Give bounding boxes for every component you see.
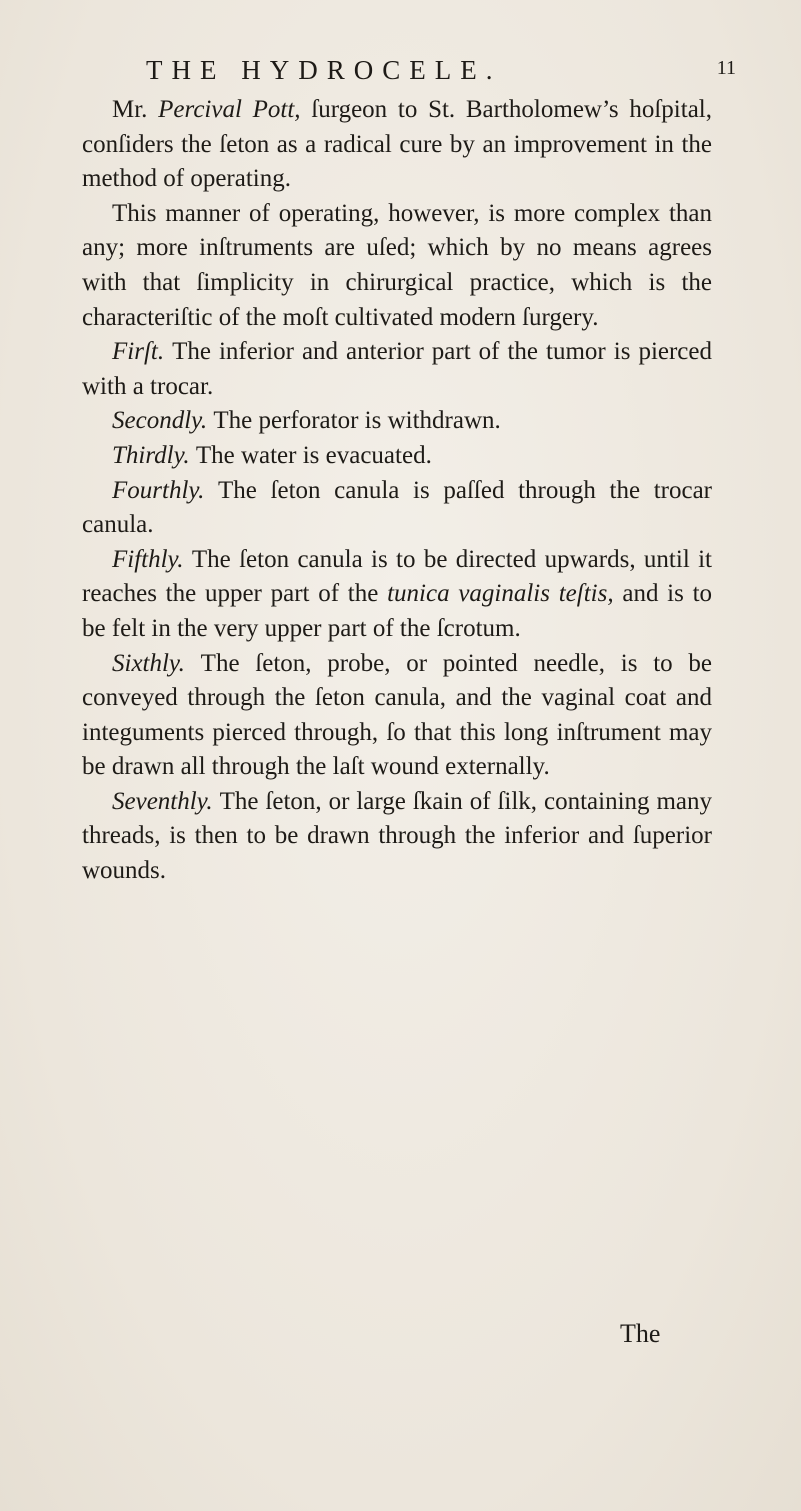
running-title: THE HYDROCELE.	[146, 55, 502, 85]
page-header	[96, 55, 736, 89]
step-text: The ſeton canula is to be directed upwards, until it reaches the upper part of the	[82, 545, 713, 608]
step-text: The inferior and anterior part of the tumor is pierced with a trocar.	[82, 338, 712, 400]
catchword: The	[620, 1319, 661, 1348]
paragraph-complexity	[82, 197, 712, 335]
step-third	[82, 439, 712, 474]
step-text: The ſeton, or large ſkain of ſilk, containing many threads, is then to be drawn through the inferior and ſuperior wounds.	[82, 787, 712, 885]
person-name: Percival Pott,	[158, 96, 301, 123]
step-label: Firſt.	[112, 338, 165, 366]
honorific: Mr.	[112, 96, 148, 123]
step-label: Thirdly.	[112, 441, 190, 469]
step-text: and is to be felt in the very upper part of the ſcrotum.	[82, 580, 713, 642]
step-sixth	[82, 647, 712, 785]
step-label: Seventhly.	[112, 787, 213, 815]
step-fourth	[82, 474, 712, 543]
body-text	[82, 93, 712, 889]
step-label: Sixthly.	[112, 649, 185, 677]
step-label: Fourthly.	[112, 476, 205, 504]
step-text: The ſeton canula is paſſed through the trocar canula.	[82, 476, 713, 539]
paragraph-text: ſurgeon to St. Bartholomew’s hoſpital, conſiders the ſeton as a radical cure by an improvement in the method of operating.	[82, 96, 712, 193]
step-text: The water is evacuated.	[195, 441, 432, 469]
step-fifth	[82, 543, 712, 647]
step-second	[82, 404, 712, 439]
step-first	[82, 335, 712, 404]
anatomical-term: tunica vaginalis teſtis,	[387, 580, 614, 608]
step-label: Secondly.	[112, 407, 208, 435]
step-seventh	[82, 785, 712, 889]
step-text: The ſeton, probe, or pointed needle, is to be conveyed through the ſeton canula, and the vaginal coat and integuments pierced through, ſo that this long inſtrument may be drawn all through the laſt wound externally.	[82, 649, 713, 781]
step-label: Fifthly.	[112, 545, 184, 573]
page-number: 11	[716, 57, 736, 79]
step-text: The perforator is withdrawn.	[213, 407, 501, 435]
paragraph-text: This manner of operating, however, is more complex than any; more inſtruments are uſed; which by no means agrees with that ſimplicity in chirurgical practice, which is the characteriſtic of the moſt cultivated modern ſurgery.	[82, 199, 712, 331]
paragraph-pott	[82, 93, 712, 197]
